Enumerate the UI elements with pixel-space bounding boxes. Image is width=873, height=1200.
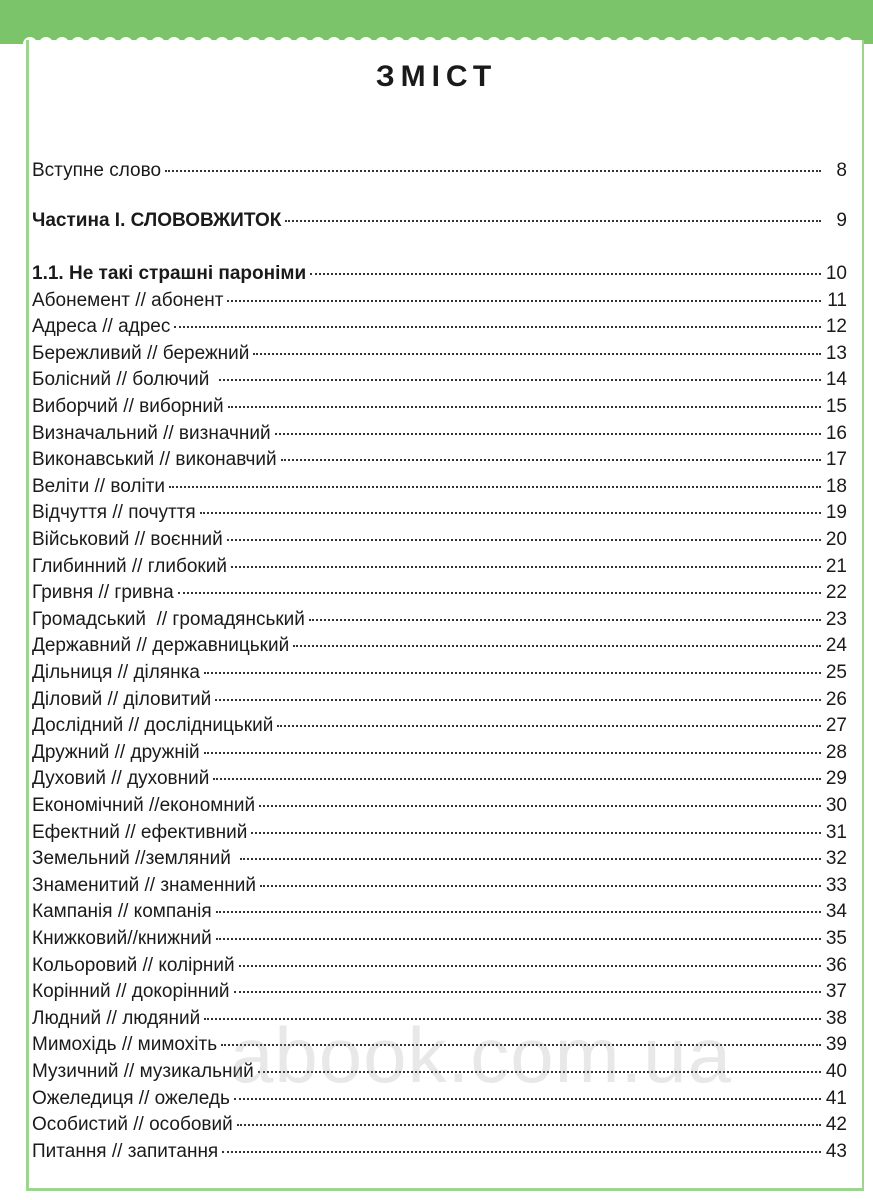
toc-entry-page-number: 17	[825, 449, 847, 471]
toc-entry[interactable]	[32, 343, 847, 369]
toc-entry-title: Дружний // дружній	[32, 741, 200, 763]
dot-leader	[253, 353, 821, 355]
right-border	[862, 40, 864, 1190]
toc-entry-page-number: 13	[825, 342, 847, 364]
toc-entry-title: Виборчий // виборний	[32, 396, 224, 417]
toc-entry[interactable]	[32, 423, 847, 449]
toc-entry[interactable]	[32, 875, 847, 901]
toc-entry[interactable]	[32, 290, 847, 316]
toc-entry-page-number: 19	[825, 502, 847, 524]
toc-entry-title: Ефектний // ефективний	[32, 821, 248, 843]
dot-leader	[216, 911, 821, 913]
dot-leader	[293, 645, 821, 647]
toc-entry[interactable]	[32, 369, 847, 395]
toc-entry-page-number: 16	[825, 422, 847, 444]
dot-leader	[277, 725, 821, 727]
toc-entry[interactable]	[32, 609, 847, 635]
toc-entry[interactable]	[32, 928, 847, 954]
header-band	[0, 0, 873, 44]
toc-entry-page-number: 25	[825, 662, 847, 683]
toc-entry[interactable]	[32, 316, 847, 342]
toc-entry[interactable]	[32, 556, 847, 582]
toc-entry-title: Кольоровий // колірний	[32, 954, 235, 976]
toc-entry[interactable]	[32, 689, 847, 715]
toc-entry-title: Гривня // гривна	[32, 582, 174, 604]
toc-entry[interactable]	[32, 529, 847, 555]
dot-leader	[231, 566, 821, 568]
toc-entry[interactable]	[32, 822, 847, 848]
toc-entry-page-number: 42	[825, 1114, 847, 1136]
dot-leader	[216, 938, 821, 940]
toc-entry-page-number: 33	[825, 874, 847, 896]
toc-entry-page-number: 10	[825, 263, 847, 284]
toc-entry-page-number: 39	[825, 1034, 847, 1056]
toc-entry-page-number: 20	[825, 529, 847, 550]
toc-entry-page-number: 9	[836, 210, 847, 231]
toc-entry[interactable]	[32, 476, 847, 502]
toc-entry-title: Вступне слово	[32, 160, 162, 181]
toc-entry-title: Корінний // докорінний	[32, 981, 230, 1003]
toc-entry-page-number: 22	[825, 582, 847, 604]
watermark: abook.com.ua	[230, 1011, 732, 1099]
toc-entry-page-number: 40	[825, 1061, 847, 1082]
toc-entry-title: Людний // людяний	[32, 1007, 201, 1029]
toc-entry[interactable]	[32, 768, 847, 794]
toc-entry-title: Державний // державницький	[32, 635, 290, 657]
toc-entry[interactable]	[32, 396, 847, 422]
dot-leader	[178, 592, 821, 594]
dot-leader	[228, 406, 821, 408]
toc-entry-page-number: 8	[836, 160, 847, 181]
dot-leader	[234, 991, 822, 993]
left-border	[26, 40, 29, 1190]
toc-entry-title: Економічний //економний	[32, 795, 256, 816]
toc-entry[interactable]	[32, 662, 847, 688]
scalloped-border	[0, 0, 873, 44]
dot-leader	[227, 300, 821, 302]
toc-entry-title: Питання // запитання	[32, 1140, 219, 1162]
toc-entry[interactable]	[32, 955, 847, 981]
dot-leader	[174, 326, 821, 328]
toc-entry-title: Бережливий // бережний	[32, 342, 250, 364]
toc-entry-title: Виконавський // виконавчий	[32, 449, 277, 471]
dot-leader	[251, 832, 821, 834]
toc-entry-title: Військовий // воєнний	[32, 529, 223, 550]
toc-entry[interactable]	[32, 582, 847, 608]
toc-entry[interactable]	[32, 210, 847, 236]
dot-leader	[215, 699, 821, 701]
toc-entry-page-number: 14	[825, 369, 847, 391]
toc-entry-page-number: 43	[825, 1140, 847, 1162]
toc-entry-page-number: 18	[825, 475, 847, 497]
toc-entry-page-number: 38	[825, 1007, 847, 1029]
toc-entry-title: Абонемент // абонент	[32, 289, 224, 311]
dot-leader	[260, 885, 821, 887]
dot-leader	[169, 486, 821, 488]
dot-leader	[259, 805, 821, 807]
toc-entry-title: Знаменитий // знаменний	[32, 874, 256, 896]
dot-leader	[204, 752, 821, 754]
toc-entry-title: Болісний // болючий	[32, 369, 215, 391]
toc-entry[interactable]	[32, 1141, 847, 1167]
toc-entry[interactable]	[32, 160, 847, 186]
dot-leader	[165, 170, 821, 172]
toc-entry-title: Музичний // музикальний	[32, 1061, 254, 1082]
toc-entry-title: Земельний //земляний	[32, 848, 237, 870]
toc-entry-page-number: 15	[825, 396, 847, 417]
toc-entry-title: Мимохідь // мимохіть	[32, 1034, 218, 1056]
toc-entry[interactable]	[32, 795, 847, 821]
dot-leader	[213, 778, 821, 780]
toc-entry-page-number: 12	[825, 316, 847, 338]
toc-entry-title: Громадський // громадянський	[32, 608, 305, 630]
toc-entry-page-number: 11	[827, 289, 847, 311]
toc-entry-title: Дослідний // дослідницький	[32, 715, 274, 737]
toc-entry-page-number: 26	[825, 688, 847, 710]
dot-leader	[310, 273, 821, 275]
dot-leader	[275, 433, 821, 435]
toc-entry-title: Частина І. СЛОВОВЖИТОК	[32, 210, 282, 231]
toc-entry-page-number: 27	[825, 715, 847, 737]
toc-entry-page-number: 34	[825, 901, 847, 923]
toc-entry-title: Веліти // воліти	[32, 475, 165, 497]
toc-entry-page-number: 21	[825, 555, 847, 577]
toc-entry[interactable]	[32, 449, 847, 475]
toc-entry[interactable]	[32, 263, 847, 289]
dot-leader	[240, 858, 821, 860]
dot-leader	[285, 220, 821, 222]
toc-entry[interactable]	[32, 1114, 847, 1140]
toc-entry[interactable]	[32, 715, 847, 741]
toc-entry-page-number: 32	[825, 848, 847, 870]
dot-leader	[281, 459, 821, 461]
toc-entry-title: 1.1. Не такі страшні пароніми	[32, 263, 307, 284]
dot-leader	[200, 512, 821, 514]
dot-leader	[204, 672, 821, 674]
toc-entry-page-number: 23	[825, 608, 847, 630]
toc-entry-page-number: 37	[825, 981, 847, 1003]
toc-entry-page-number: 41	[825, 1087, 847, 1109]
toc-entry-title: Дільниця // ділянка	[32, 662, 200, 683]
toc-entry-page-number: 29	[825, 768, 847, 790]
toc-entry[interactable]	[32, 502, 847, 528]
toc-entry-page-number: 35	[825, 928, 847, 949]
dot-leader	[309, 619, 821, 621]
toc-entry-title: Ожеледиця // ожеледь	[32, 1087, 230, 1109]
toc-entry[interactable]	[32, 848, 847, 874]
toc-entry-title: Діловий // діловитий	[32, 688, 212, 710]
toc-entry[interactable]	[32, 635, 847, 661]
toc-entry[interactable]	[32, 981, 847, 1007]
toc-entry-page-number: 36	[825, 954, 847, 976]
toc-entry-title: Особистий // особовий	[32, 1114, 233, 1136]
toc-entry-title: Визначальний // визначний	[32, 422, 271, 444]
page-title: ЗМІСТ	[375, 60, 498, 93]
dot-leader	[227, 539, 821, 541]
dot-leader	[239, 965, 821, 967]
toc-entry-page-number: 24	[825, 635, 847, 657]
toc-entry-title: Відчуття // почуття	[32, 502, 196, 524]
dot-leader	[237, 1124, 821, 1126]
dot-leader	[219, 379, 821, 381]
toc-entry-page-number: 30	[825, 795, 847, 816]
toc-entry-title: Кампанія // компанія	[32, 901, 212, 923]
toc-entry-title: Духовий // духовний	[32, 768, 210, 790]
toc-entry-title: Глибинний // глибокий	[32, 555, 227, 577]
toc-entry-title: Адреса // адрес	[32, 316, 171, 338]
dot-leader	[222, 1151, 821, 1153]
toc-entry-page-number: 28	[825, 741, 847, 763]
toc-entry-page-number: 31	[825, 821, 847, 843]
toc-entry[interactable]	[32, 742, 847, 768]
toc-entry-title: Книжковий//книжний	[32, 928, 212, 949]
toc-entry[interactable]	[32, 901, 847, 927]
bottom-border	[26, 1188, 864, 1191]
